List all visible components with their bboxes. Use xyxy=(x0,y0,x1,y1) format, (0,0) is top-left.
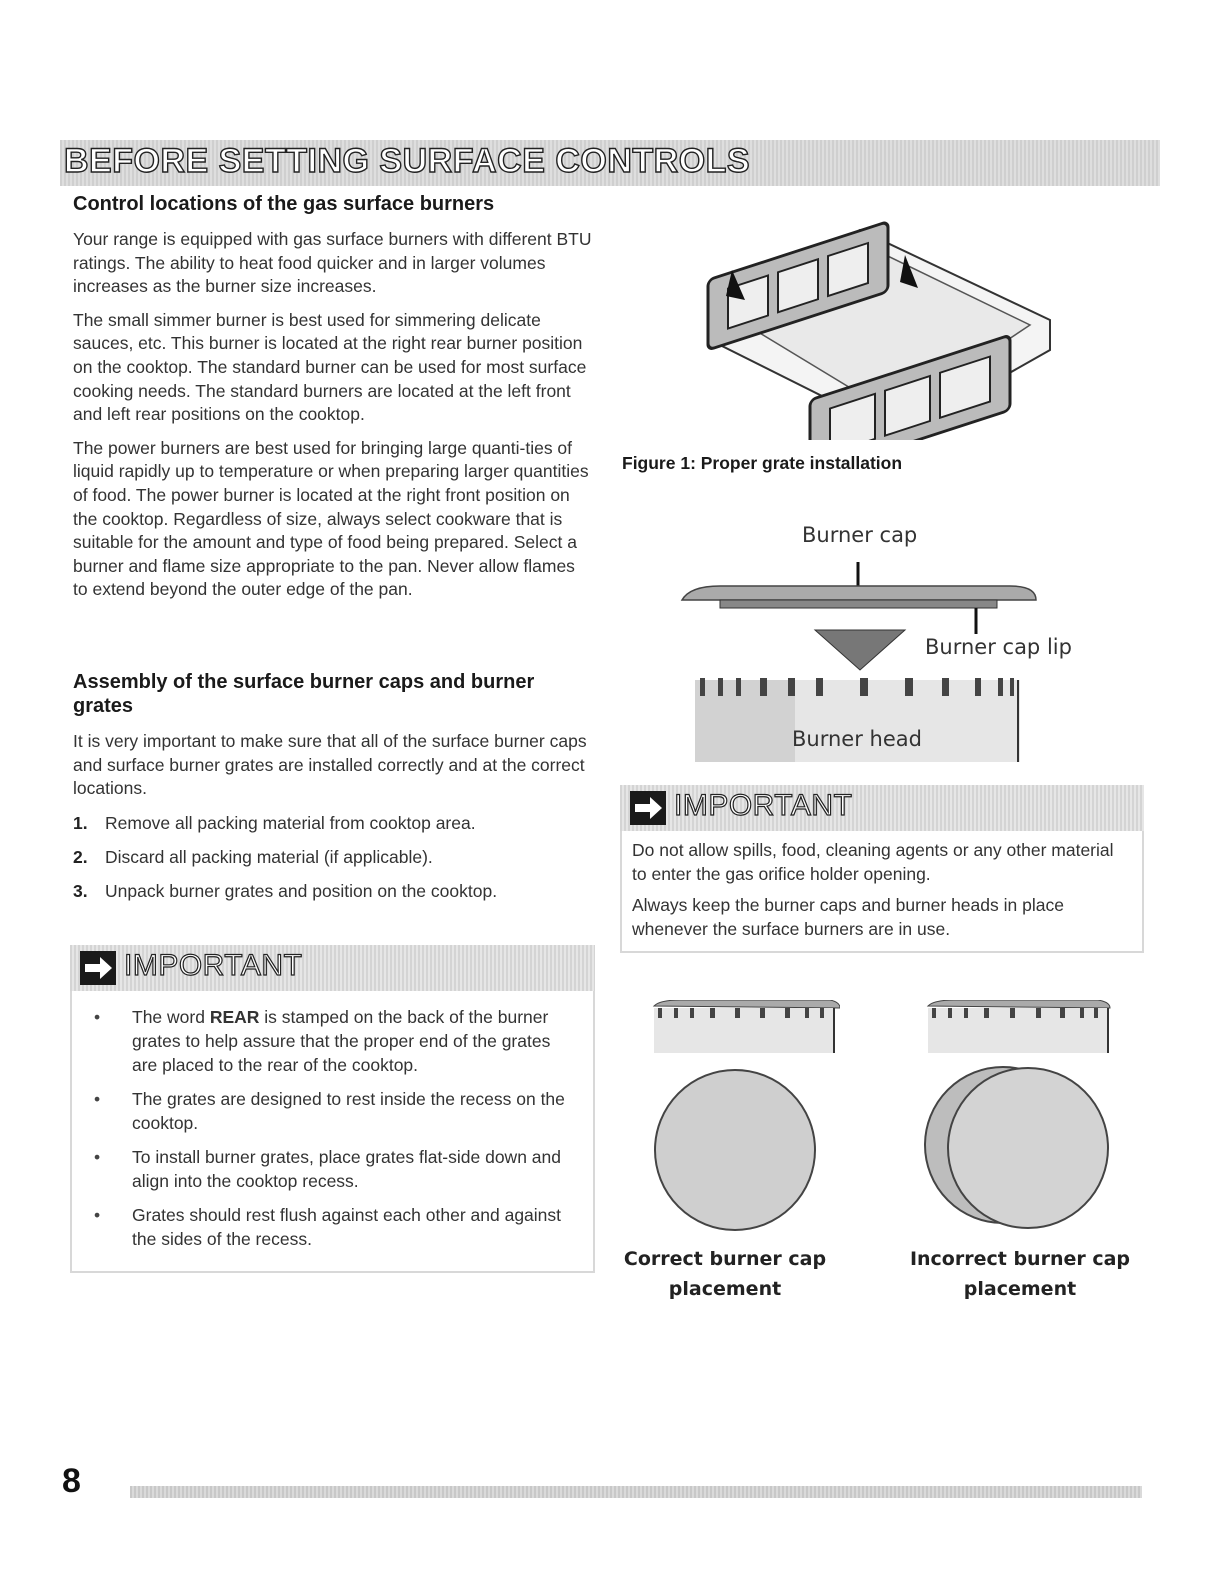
paragraph: Always keep the burner caps and burner heads in place whenever the surface burners are in use. xyxy=(632,895,1064,939)
paragraph: It is very important to make sure that all of the surface burner caps and surface burner grates are installed correctly and at the correct locations. xyxy=(73,731,587,799)
bullet-text: To install burner grates, place grates flat-side down and align into the cooktop recess. xyxy=(132,1147,561,1191)
important-header xyxy=(620,785,1144,831)
page-number: 8 xyxy=(62,1462,81,1500)
correct-placement-caption xyxy=(620,1244,830,1304)
correct-placement-illustration xyxy=(640,1000,840,1235)
banner-title: BEFORE SETTING SURFACE CONTROLS xyxy=(64,142,751,180)
footer-bar xyxy=(130,1486,1142,1498)
bullet-text: The word xyxy=(132,1007,210,1027)
steps-list xyxy=(73,811,593,903)
step-number: 1. xyxy=(73,812,88,833)
important-body xyxy=(70,991,595,1273)
arrow-right-icon xyxy=(630,791,666,825)
section-assembly xyxy=(73,670,593,913)
bullet-text: is stamped on the back of the burner grates to help assure that the proper end of the grates are placed to the rear of the cooktop. xyxy=(132,1007,551,1075)
list-item xyxy=(73,845,593,869)
section-banner xyxy=(60,140,1160,186)
step-text: Discard all packing material (if applicable). xyxy=(105,846,433,867)
list-item xyxy=(90,1005,575,1077)
caption-line: Incorrect burner cap xyxy=(909,1248,1131,1270)
caption-line: placement xyxy=(668,1278,782,1300)
list-item xyxy=(90,1203,575,1251)
step-text: Remove all packing material from cooktop area. xyxy=(105,812,476,833)
step-number: 3. xyxy=(73,880,88,901)
important-box-caps xyxy=(620,785,1144,953)
grate-installation-illustration xyxy=(690,200,1070,440)
step-text: Unpack burner grates and position on the cooktop. xyxy=(105,880,498,901)
arrow-right-icon xyxy=(80,951,116,985)
burner-cap-lip-label: Burner cap lip xyxy=(925,635,1072,659)
caption-line: placement xyxy=(963,1278,1077,1300)
important-title: IMPORTANT xyxy=(124,949,303,982)
burner-head-label: Burner head xyxy=(792,727,922,751)
important-box-grates xyxy=(70,945,595,1273)
paragraph: Your range is equipped with gas surface burners with different BTU ratings. The ability to heat food quicker and in larger volumes increases as the burner size increases. xyxy=(73,229,592,297)
important-body xyxy=(620,831,1144,953)
section-heading: Control locations of the gas surface burners xyxy=(73,193,495,215)
section-heading: Assembly of the surface burner caps and burner grates xyxy=(73,671,535,717)
list-item xyxy=(90,1145,575,1193)
important-header xyxy=(70,945,595,991)
paragraph: The small simmer burner is best used for simmering delicate sauces, etc. This burner is located at the right rear burner position on the cooktop. The standard burner can be used for most surface cooking needs. The standard burners are located at the left front and left rear positions on the cooktop. xyxy=(73,309,587,425)
important-title: IMPORTANT xyxy=(674,789,853,822)
list-item xyxy=(73,811,593,835)
incorrect-placement-illustration xyxy=(918,1000,1118,1235)
incorrect-placement-caption xyxy=(905,1244,1135,1304)
burner-cap-label: Burner cap xyxy=(802,523,918,547)
list-item xyxy=(90,1087,575,1135)
bullet-list xyxy=(90,1005,575,1251)
figure-caption: Figure 1: Proper grate installation xyxy=(622,453,903,473)
paragraph: The power burners are best used for bringing large quanti-ties of liquid rapidly up to temperature or when preparing larger quantities of food. The power burner is located at the right front position on the cooktop. Regardless of size, always select cookware that is suitable for the amount and type of food being prepared. Select a burner and flame size appropriate to the pan. Never allow flames to extend beyond the outer edge of the pan. xyxy=(73,437,589,600)
caption-line: Correct burner cap xyxy=(623,1248,827,1270)
section-control-locations xyxy=(73,192,593,612)
bullet-text: The grates are designed to rest inside the recess on the cooktop. xyxy=(132,1089,565,1133)
paragraph: Do not allow spills, food, cleaning agents or any other material to enter the gas orifice holder opening. xyxy=(632,840,1114,884)
step-number: 2. xyxy=(73,846,88,867)
bullet-text: Grates should rest flush against each other and against the sides of the recess. xyxy=(132,1205,562,1249)
bullet-bold-text: REAR xyxy=(209,1007,260,1027)
list-item xyxy=(73,879,593,903)
